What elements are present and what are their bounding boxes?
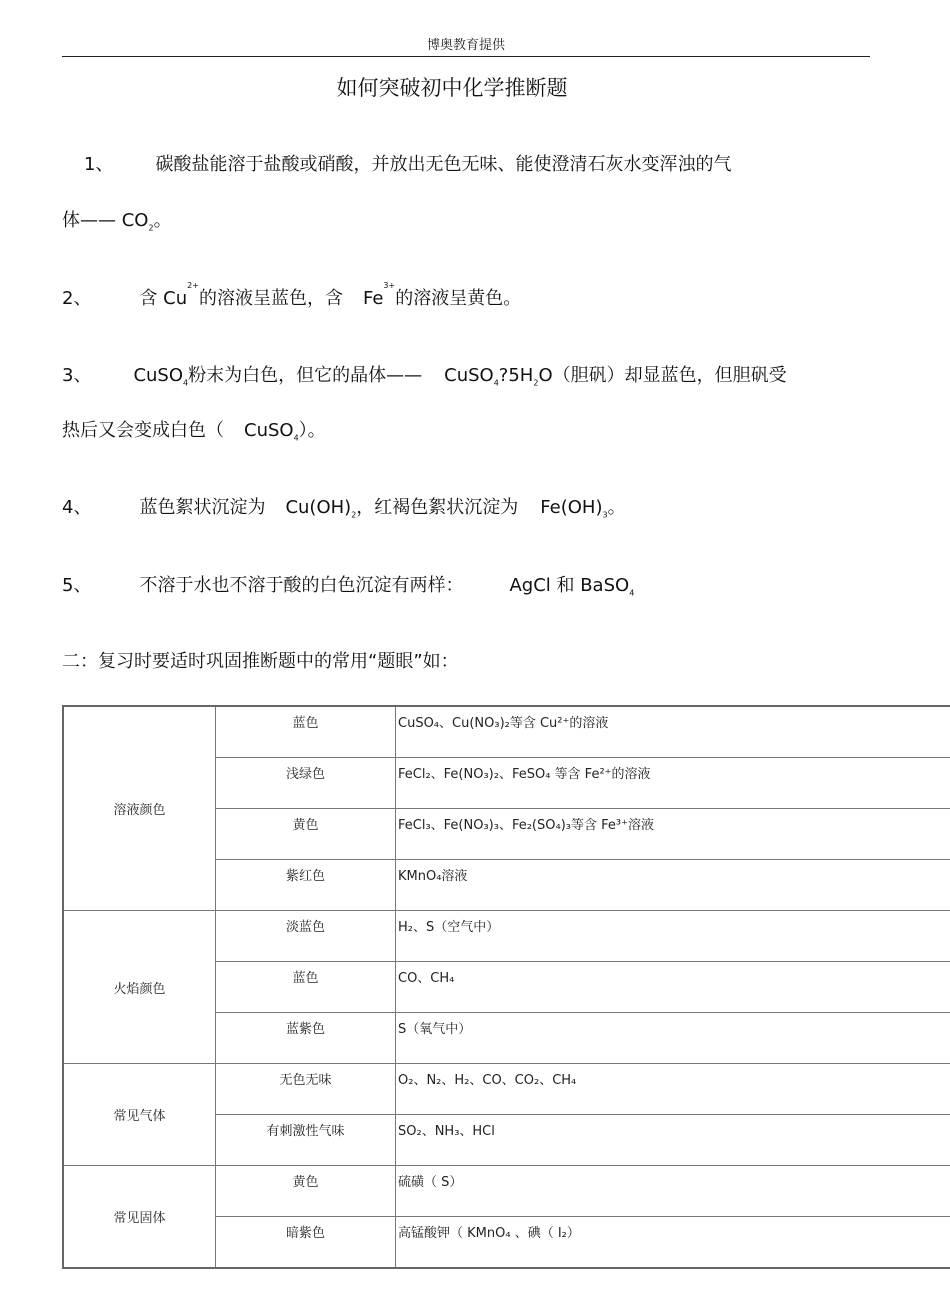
example-cell: FeCl₂、Fe(NO₃)₂、FeSO₄ 等含 Fe²⁺的溶液 [396, 758, 950, 809]
property-cell: 有刺激性气味 [216, 1115, 396, 1166]
item-3 [62, 361, 787, 388]
category-cell: 溶液颜色 [63, 706, 216, 911]
example-cell: S（氧气中） [396, 1013, 950, 1064]
item-text: Cu(OH) [285, 497, 352, 518]
item-text: ）。 [298, 420, 326, 441]
item-text: 热后又会变成白色（ [62, 420, 224, 441]
table-row [63, 1166, 950, 1217]
example-cell: KMnO₄溶液 [396, 860, 950, 911]
table-row [63, 706, 950, 758]
page-title: 如何突破初中化学推断题 [336, 76, 568, 100]
subscript: 2 [533, 378, 539, 388]
property-cell: 黄色 [216, 1166, 396, 1217]
item-text: Fe(OH) [540, 497, 603, 518]
item-text: AgCl 和 BaSO [509, 575, 630, 596]
clue-table [62, 705, 950, 1269]
example-cell: FeCl₃、Fe(NO₃)₃、Fe₂(SO₄)₃等含 Fe³⁺溶液 [396, 809, 950, 860]
property-cell: 蓝色 [216, 962, 396, 1013]
item-text: 体—— CO [62, 210, 149, 231]
item-text: 碳酸盐能溶于盐酸或硝酸，并放出无色无味、能使澄清石灰水变浑浊的气 [155, 154, 732, 175]
category-cell: 常见气体 [63, 1064, 216, 1166]
example-cell: H₂、S（空气中） [396, 911, 950, 962]
item-3-continuation [62, 416, 326, 443]
item-text: CuSO [133, 365, 184, 386]
subscript: 2 [148, 223, 154, 233]
category-cell: 常见固体 [63, 1166, 216, 1269]
example-cell: CO、CH₄ [396, 962, 950, 1013]
subscript: 4 [493, 378, 499, 388]
property-cell: 蓝紫色 [216, 1013, 396, 1064]
header-divider [62, 56, 870, 57]
property-cell: 浅绿色 [216, 758, 396, 809]
item-text: 蓝色絮状沉淀为 [139, 497, 266, 518]
example-cell: O₂、N₂、H₂、CO、CO₂、CH₄ [396, 1064, 950, 1115]
table-row [63, 1064, 950, 1115]
item-text: Fe [362, 288, 384, 309]
item-text: O（胆矾）却显蓝色，但胆矾受 [538, 365, 787, 386]
item-text: 的溶液呈黄色。 [395, 288, 522, 309]
property-cell: 暗紫色 [216, 1217, 396, 1269]
item-1-continuation [62, 206, 172, 233]
page-header [62, 34, 870, 53]
category-cell: 火焰颜色 [63, 911, 216, 1064]
example-cell: CuSO₄、Cu(NO₃)₂等含 Cu²⁺的溶液 [396, 706, 950, 758]
property-cell: 蓝色 [216, 706, 396, 758]
item-text: 含 Cu [139, 288, 188, 309]
section-2-heading: 二：复习时要适时巩固推断题中的常用“题眼”如： [62, 651, 459, 672]
example-cell: SO₂、NH₃、HCl [396, 1115, 950, 1166]
item-text: ?5H [498, 365, 534, 386]
example-cell: 高锰酸钾（ KMnO₄ 、碘（ I₂） [396, 1217, 950, 1269]
item-text: 粉末为白色，但它的晶体—— [188, 365, 423, 386]
clue-table-body [63, 706, 950, 1268]
subscript: 3 [602, 510, 608, 520]
property-cell: 紫红色 [216, 860, 396, 911]
item-text: 。 [153, 210, 172, 231]
item-number: 1、 [84, 154, 114, 175]
item-text: CuSO [244, 420, 294, 441]
item-1 [84, 150, 731, 176]
item-4 [62, 493, 626, 520]
item-number: 5、 [62, 575, 92, 596]
subscript: 2 [351, 510, 357, 520]
item-text: 。 [607, 497, 626, 518]
table-row [63, 911, 950, 962]
item-text: CuSO [444, 365, 494, 386]
item-text: ，红褐色絮状沉淀为 [356, 497, 519, 518]
example-cell: 硫磺（ S） [396, 1166, 950, 1217]
item-5 [62, 571, 634, 598]
subscript: 4 [183, 378, 189, 388]
property-cell: 淡蓝色 [216, 911, 396, 962]
property-cell: 黄色 [216, 809, 396, 860]
header-text: 博奥教育提供 [426, 38, 505, 53]
property-cell: 无色无味 [216, 1064, 396, 1115]
item-number: 4、 [62, 497, 92, 518]
item-text: 的溶液呈蓝色，含 [198, 288, 343, 309]
subscript: 4 [293, 433, 299, 443]
superscript: 2+ [187, 281, 199, 290]
item-number: 3、 [62, 365, 92, 386]
subscript: 4 [629, 588, 635, 598]
item-2 [62, 281, 522, 310]
superscript: 3+ [383, 281, 396, 290]
item-number: 2、 [62, 288, 92, 309]
item-text: 不溶于水也不溶于酸的白色沉淀有两样： [139, 575, 464, 596]
